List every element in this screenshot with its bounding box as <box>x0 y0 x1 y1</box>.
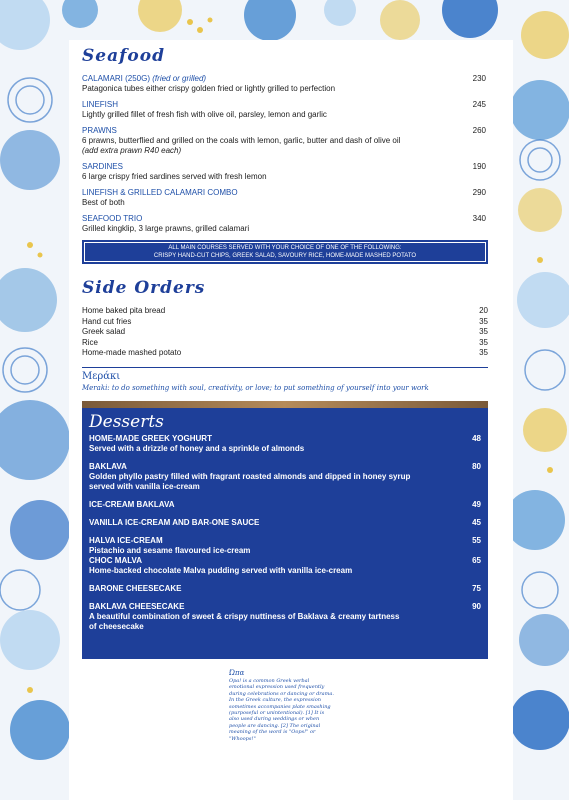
side-item-name: Home-made mashed potato <box>82 348 182 357</box>
seafood-heading: Seafood <box>82 46 165 66</box>
menu-item <box>82 188 488 208</box>
dessert-name: VANILLA ICE-CREAM AND BAR-ONE SAUCE <box>89 518 260 527</box>
dessert-name: CHOC MALVA <box>89 556 143 565</box>
dessert-item <box>89 434 481 454</box>
dessert-price: 90 <box>472 602 481 611</box>
dessert-name: BAKLAVA <box>89 462 127 471</box>
item-description: Patagonica tubes either crispy golden fried or lightly grilled to perfection <box>82 84 336 93</box>
dessert-price: 65 <box>472 556 481 565</box>
meraki-quote: Meraki: to do something with soul, creativity, or love; to put something of yourself into your work <box>82 383 429 392</box>
item-price: 190 <box>472 162 486 171</box>
menu-item <box>82 214 488 234</box>
item-name: LINEFISH <box>82 100 119 109</box>
dessert-item <box>89 518 481 528</box>
side-orders-section <box>82 278 488 359</box>
dessert-name: ICE-CREAM BAKLAVA <box>89 500 175 509</box>
item-name: PRAWNS <box>82 126 117 135</box>
side-item-price: 20 <box>479 306 488 315</box>
item-price: 340 <box>472 214 486 223</box>
meraki-greek-word: Μεράκι <box>82 370 121 382</box>
desserts-panel <box>82 401 488 659</box>
side-item-name: Home baked pita bread <box>82 306 166 315</box>
side-item-price: 35 <box>479 348 488 357</box>
side-orders-heading: Side Orders <box>82 278 206 298</box>
dessert-name: HALVA ICE-CREAM <box>89 536 163 545</box>
item-price: 260 <box>472 126 486 135</box>
item-name: SEAFOOD TRIO <box>82 214 143 223</box>
item-price: 245 <box>472 100 486 109</box>
dessert-price: 45 <box>472 518 481 527</box>
item-name: SARDINES <box>82 162 123 171</box>
dessert-price: 75 <box>472 584 481 593</box>
dessert-price: 49 <box>472 500 481 509</box>
menu-item <box>82 74 488 94</box>
side-item <box>82 338 488 349</box>
dessert-item <box>89 602 481 632</box>
sides-included-banner <box>82 240 488 264</box>
side-item <box>82 306 488 317</box>
dessert-description: A beautiful combination of sweet & crispy nuttiness of Baklava & creamy tartness of cheesecake <box>89 612 400 631</box>
dessert-name: BARONE CHEESECAKE <box>89 584 182 593</box>
menu-content <box>82 46 488 393</box>
item-description: 6 large crispy fried sardines served with fresh lemon <box>82 172 267 181</box>
side-item <box>82 327 488 338</box>
opa-text: Opa! is a common Greek verbal emotional expression used frequently during celebrations or dancing or drama. In the Greek culture, the expression sometimes accompanies plate smashing (purposeful or unintentional). [1] It is also used during weddings or when people are dancing. [2] The original meaning of the word is "Oops!" or "Whoops!" <box>229 678 334 742</box>
item-description: 6 prawns, butterflied and grilled on the coals with lemon, garlic, butter and dash of olive oil <box>82 136 401 145</box>
dessert-price: 55 <box>472 536 481 545</box>
item-extra-note: (add extra prawn R40 each) <box>82 146 182 155</box>
menu-item <box>82 126 488 156</box>
dessert-item <box>89 584 481 594</box>
side-item-name: Rice <box>82 337 99 347</box>
menu-item <box>82 162 488 182</box>
dessert-description: Golden phyllo pastry filled with fragrant roasted almonds and dipped in honey syrup served with vanilla ice-cream <box>89 472 411 491</box>
side-item-price: 35 <box>479 337 488 347</box>
dessert-price: 48 <box>472 434 481 443</box>
dessert-item <box>89 500 481 510</box>
opa-footnote <box>229 669 335 742</box>
dessert-item <box>89 536 481 556</box>
side-item-price: 35 <box>479 316 488 326</box>
menu-item <box>82 100 488 120</box>
item-description: Lightly grilled fillet of fresh fish with olive oil, parsley, lemon and garlic <box>82 110 327 119</box>
side-item <box>82 348 488 359</box>
banner-line: ALL MAIN COURSES SERVED WITH YOUR CHOICE OF ONE OF THE FOLLOWING: <box>168 245 402 251</box>
side-item-name: Hand cut fries <box>82 316 132 326</box>
item-description: Best of both <box>82 198 125 207</box>
dessert-item <box>89 462 481 492</box>
side-item <box>82 317 488 328</box>
item-name: CALAMARI (250G) <box>82 74 151 83</box>
desserts-heading: Desserts <box>89 412 164 432</box>
dessert-description: Pistachio and sesame flavoured ice-cream <box>89 546 251 555</box>
decorative-bar <box>82 401 488 408</box>
opa-title: Ώπα <box>229 669 245 677</box>
dessert-description: Home-backed chocolate Malva pudding served with vanilla ice-cream <box>89 566 353 575</box>
item-description: Grilled kingklip, 3 large prawns, grilled calamari <box>82 224 250 233</box>
item-name: LINEFISH & GRILLED CALAMARI COMBO <box>82 188 238 197</box>
dessert-name: HOME-MADE GREEK YOGHURT <box>89 434 212 443</box>
dessert-price: 80 <box>472 462 481 471</box>
divider <box>82 367 488 368</box>
item-price: 230 <box>472 74 486 83</box>
side-item-name: Greek salad <box>82 327 126 336</box>
item-note: (fried or grilled) <box>152 74 207 83</box>
side-item-price: 35 <box>479 327 488 336</box>
dessert-name: BAKLAVA CHEESECAKE <box>89 602 185 611</box>
dessert-item <box>89 556 481 576</box>
banner-line: CRISPY HAND-CUT CHIPS, GREEK SALAD, SAVOURY RICE, HOME-MADE MASHED POTATO <box>153 253 417 259</box>
item-price: 290 <box>472 188 486 197</box>
dessert-description: Served with a drizzle of honey and a sprinkle of almonds <box>89 444 305 453</box>
